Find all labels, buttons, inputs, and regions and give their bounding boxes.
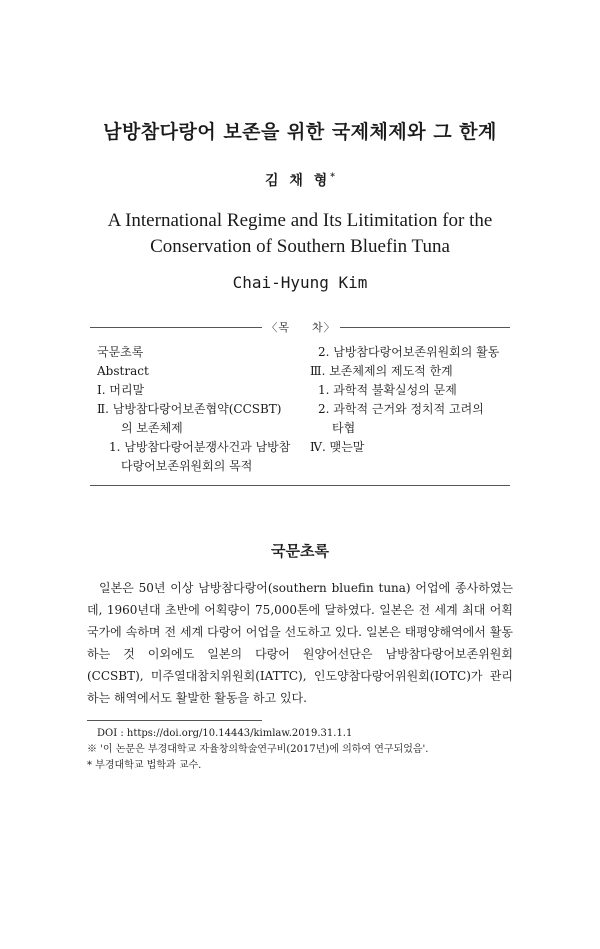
toc-item-ccsbt-cont: 의 보존체제: [121, 421, 183, 435]
abstract-paragraph: 일본은 50년 이상 남방참다랑어(southern bluefin tuna) 어업에 종사하였는데, 1960년대 초반에 어획량이 75,000톤에 달하였다. 일본은 전 세계 최대 어획국가에 속하며 전 세계 다랑어 어업을 선도하고 있다. 일본은 태평양해역에서 활동하는 것 이외에도 일본의 다랑어 원양어선단은 남방참다랑어보존위원회(CCSBT), 미주열대참치위원회(IATTC), 인도양참다랑어위원회(IOTC)가 관리하는 해역에서도 활발한 활동을 하고 있다.: [87, 581, 513, 705]
paper-title: 남방참다랑어 보존을 위한 국제체제와 그 한계: [103, 121, 497, 143]
footnote-affiliation: * 부경대학교 법학과 교수.: [87, 760, 202, 771]
english-author-name: Chai-Hyung Kim: [232, 273, 368, 292]
abstract-body: [87, 577, 513, 709]
toc-item-korean-abstract: 국문초록: [97, 345, 144, 359]
toc-item-dispute-case: 1. 남방참다랑어분쟁사건과 남방참: [109, 440, 291, 454]
toc-item-abstract: Abstract: [97, 364, 149, 378]
toc-item-commission-activity: 2. 남방참다랑어보존위원회의 활동: [318, 345, 500, 359]
toc-item-dispute-case-cont: 다랑어보존위원회의 목적: [121, 459, 253, 473]
author-footnote-mark: *: [330, 172, 336, 183]
toc-heading: [262, 319, 340, 335]
author-name: [40, 170, 560, 190]
english-title-line-2: Conservation of Southern Bluefin Tuna: [150, 236, 450, 257]
toc-item-compromise-cont: 타협: [332, 421, 356, 435]
english-title: [40, 208, 560, 260]
toc-heading-right: 차〉: [312, 321, 336, 334]
toc-item-institutional-limits: Ⅲ. 보존체제의 제도적 한계: [310, 364, 453, 378]
toc-item-conclusion: Ⅳ. 맺는말: [310, 440, 365, 454]
abstract-heading: 국문초록: [271, 542, 329, 560]
toc-bottom-rule: [90, 485, 510, 486]
toc-item-ccsbt: Ⅱ. 남방참다랑어보존협약(CCSBT): [97, 402, 282, 416]
toc-right-column: [310, 343, 510, 457]
toc-item-introduction: Ⅰ. 머리말: [97, 383, 145, 397]
toc-item-scientific-uncertainty: 1. 과학적 불확실성의 문제: [318, 383, 457, 397]
toc-heading-left: 〈목: [266, 321, 290, 334]
english-title-line-1: A International Regime and Its Litimitation for the: [107, 210, 493, 231]
toc-left-column: [97, 343, 302, 476]
footnotes: [87, 726, 513, 774]
author-name-text: 김 채 형: [264, 173, 331, 189]
toc-item-compromise: 2. 과학적 근거와 정치적 고려의: [318, 402, 484, 416]
footnote-rule: [87, 720, 262, 721]
footnote-doi: DOI : https://doi.org/10.14443/kimlaw.2019.31.1.1: [97, 728, 353, 739]
footnote-funding: ※ '이 논문은 부경대학교 자율창의학술연구비(2017년)에 의하여 연구되었음'.: [87, 744, 429, 755]
